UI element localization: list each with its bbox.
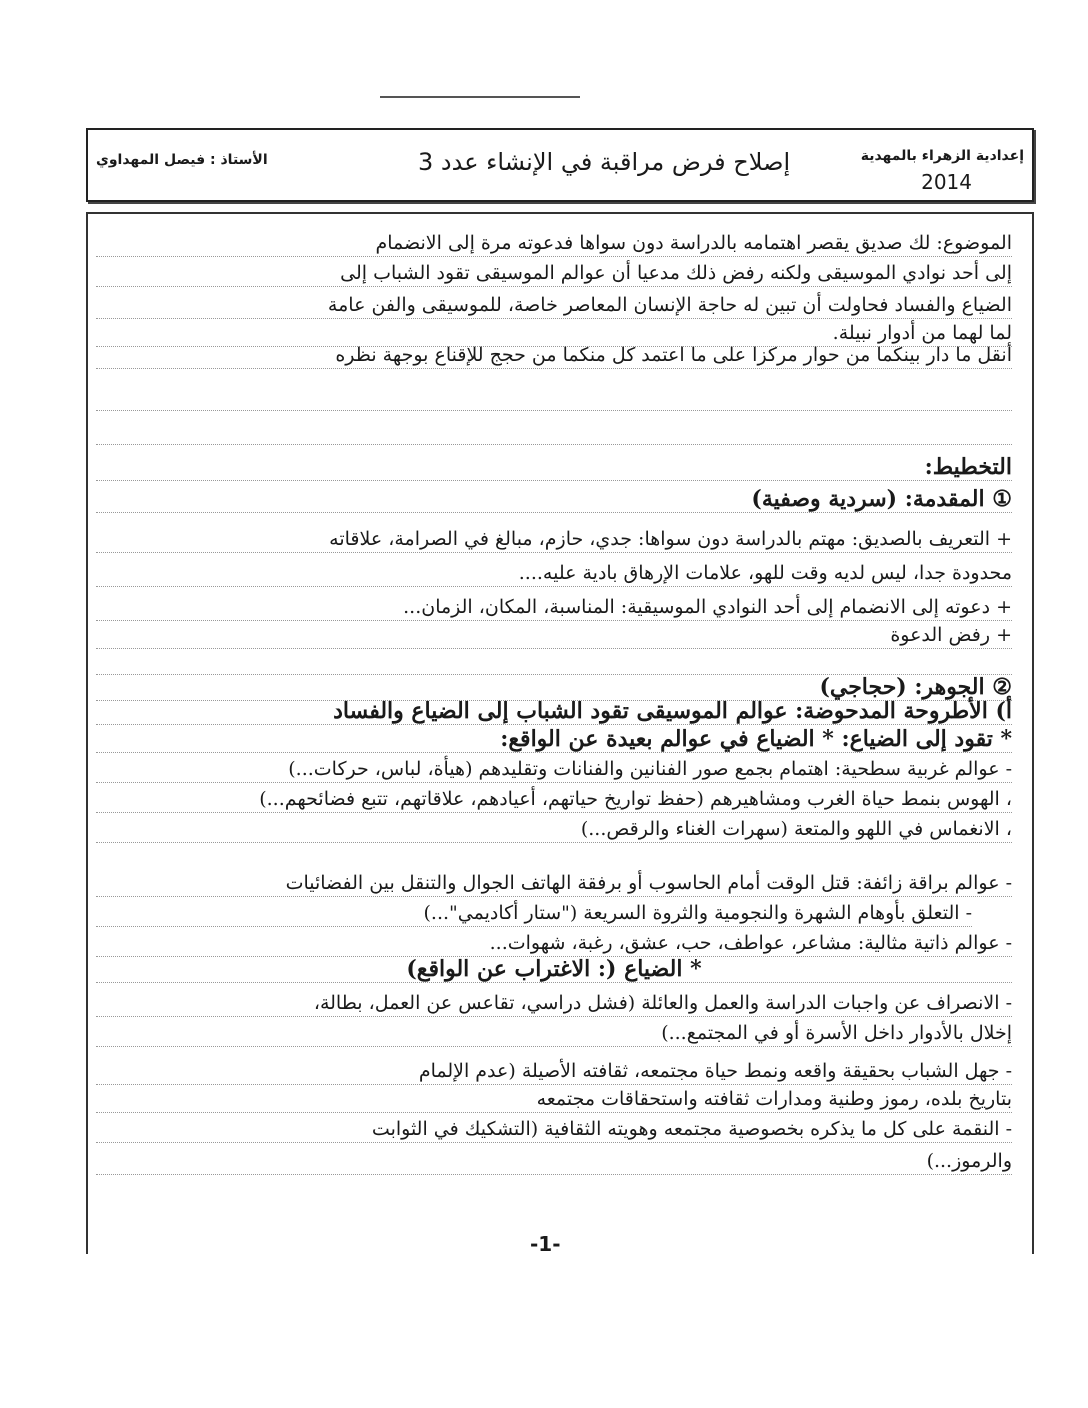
teacher-name: الأستاذ : فيصل المهداوي xyxy=(96,152,268,168)
blank-line xyxy=(96,384,1012,411)
plan-heading: التخطيط: xyxy=(96,454,1012,481)
subject-line: الموضوع: لك صديق يقصر اهتمامه بالدراسة دون سواها فدعوته مرة إلى الانضمام xyxy=(96,230,1012,257)
document-body xyxy=(86,212,1034,1254)
document-header xyxy=(86,128,1034,202)
plan-line: أ) الأطروحة المدحوضة: عوالم الموسيقى تقود الشباب إلى الضياع والفساد xyxy=(96,698,1012,725)
subject-line: أنقل ما دار بينكما من حوار مركزا على ما اعتمد كل منكما من حجج للإقناع بوجهة نظره xyxy=(96,342,1012,369)
plan-line: + دعوته إلى الانضمام إلى أحد النوادي الموسيقية: المناسبة، المكان، الزمان... xyxy=(96,594,1012,621)
plan-line: - الانصراف عن واجبات الدراسة والعمل والعائلة (فشل دراسي، تقاعس عن العمل، بطالة، xyxy=(96,990,1012,1017)
plan-line: + رفض الدعوة xyxy=(96,622,1012,649)
plan-line: ، الانغماس في اللهو والمتعة (سهرات الغناء والرقص...) xyxy=(96,816,1012,843)
blank-line xyxy=(96,648,1012,675)
plan-line: محدودة جدا، ليس لديه وقت للهو، علامات الإرهاق بادية عليه.... xyxy=(96,560,1012,587)
plan-line: والرموز...) xyxy=(96,1148,1012,1175)
plan-line: - عوالم براقة زائفة: قتل الوقت أمام الحاسوب أو برفقة الهاتف الجوال والتنقل بين الفضائيات xyxy=(96,870,1012,897)
plan-line: - التعلق بأوهام الشهرة والنجومية والثروة السريعة ("ستار أكاديمي"...) xyxy=(96,900,972,927)
plan-line: - جهل الشباب بحقيقة واقعه ونمط حياة مجتمعه، ثقافته الأصيلة (عدم الإلمام xyxy=(96,1058,1012,1085)
plan-line: ، الهوس بنمط حياة الغرب ومشاهيرهم (حفظ تواريخ حياتهم، أعيادهم، علاقاتهم، تتبع فضائحهم...) xyxy=(96,786,1012,813)
school-name: إعدادية الزهراء بالمهدية xyxy=(860,148,1024,164)
document-title: إصلاح فرض مراقبة في الإنشاء عدد 3 xyxy=(418,148,791,176)
plan-line: ① المقدمة: (سردية وصفية) xyxy=(96,486,1012,513)
plan-line: * تقود إلى الضياع: * الضياع في عوالم بعيدة عن الواقع: xyxy=(96,726,1012,753)
plan-line: إخلال بالأدوار داخل الأسرة أو في المجتمع...) xyxy=(96,1020,1012,1047)
subject-line: إلى أحد نوادي الموسيقى ولكنه رفض ذلك مدعيا أن عوالم الموسيقى تقود الشباب إلى xyxy=(96,260,1012,287)
subject-line: لما لهما من أدوار نبيلة. xyxy=(96,320,1012,347)
page-number: -1- xyxy=(530,1232,561,1256)
plan-line: ② الجوهر: (حجاجي) xyxy=(96,674,1012,701)
scan-mark xyxy=(380,96,580,98)
plan-line: - عوالم غربية سطحية: اهتمام بجمع صور الفنانين والفنانات وتقليدهم (هيأة، لباس، حركات...) xyxy=(96,756,1012,783)
school-year: 2014 xyxy=(921,170,972,194)
plan-line: + التعريف بالصديق: مهتم بالدراسة دون سواها: جدي، حازم، مبالغ في الصرامة، علاقاته xyxy=(96,526,1012,553)
subject-line: الضياع والفساد فحاولت أن تبين له حاجة الإنسان المعاصر خاصة، للموسيقى والفن عامة xyxy=(96,292,1012,319)
plan-line: - عوالم ذاتية مثالية: مشاعر، عواطف، حب، عشق، رغبة، شهوات... xyxy=(96,930,1012,957)
plan-line: بتاريخ بلده، رموز وطنية ومدارات ثقافته واستحقاقات مجتمعه xyxy=(96,1086,1012,1113)
blank-line xyxy=(96,418,1012,445)
plan-line: - النقمة على كل ما يذكره بخصوصية مجتمعه وهويته الثقافية (التشكيك في الثوابت xyxy=(96,1116,1012,1143)
plan-line: * الضياع (: الاغتراب عن الواقع) xyxy=(96,956,1012,983)
